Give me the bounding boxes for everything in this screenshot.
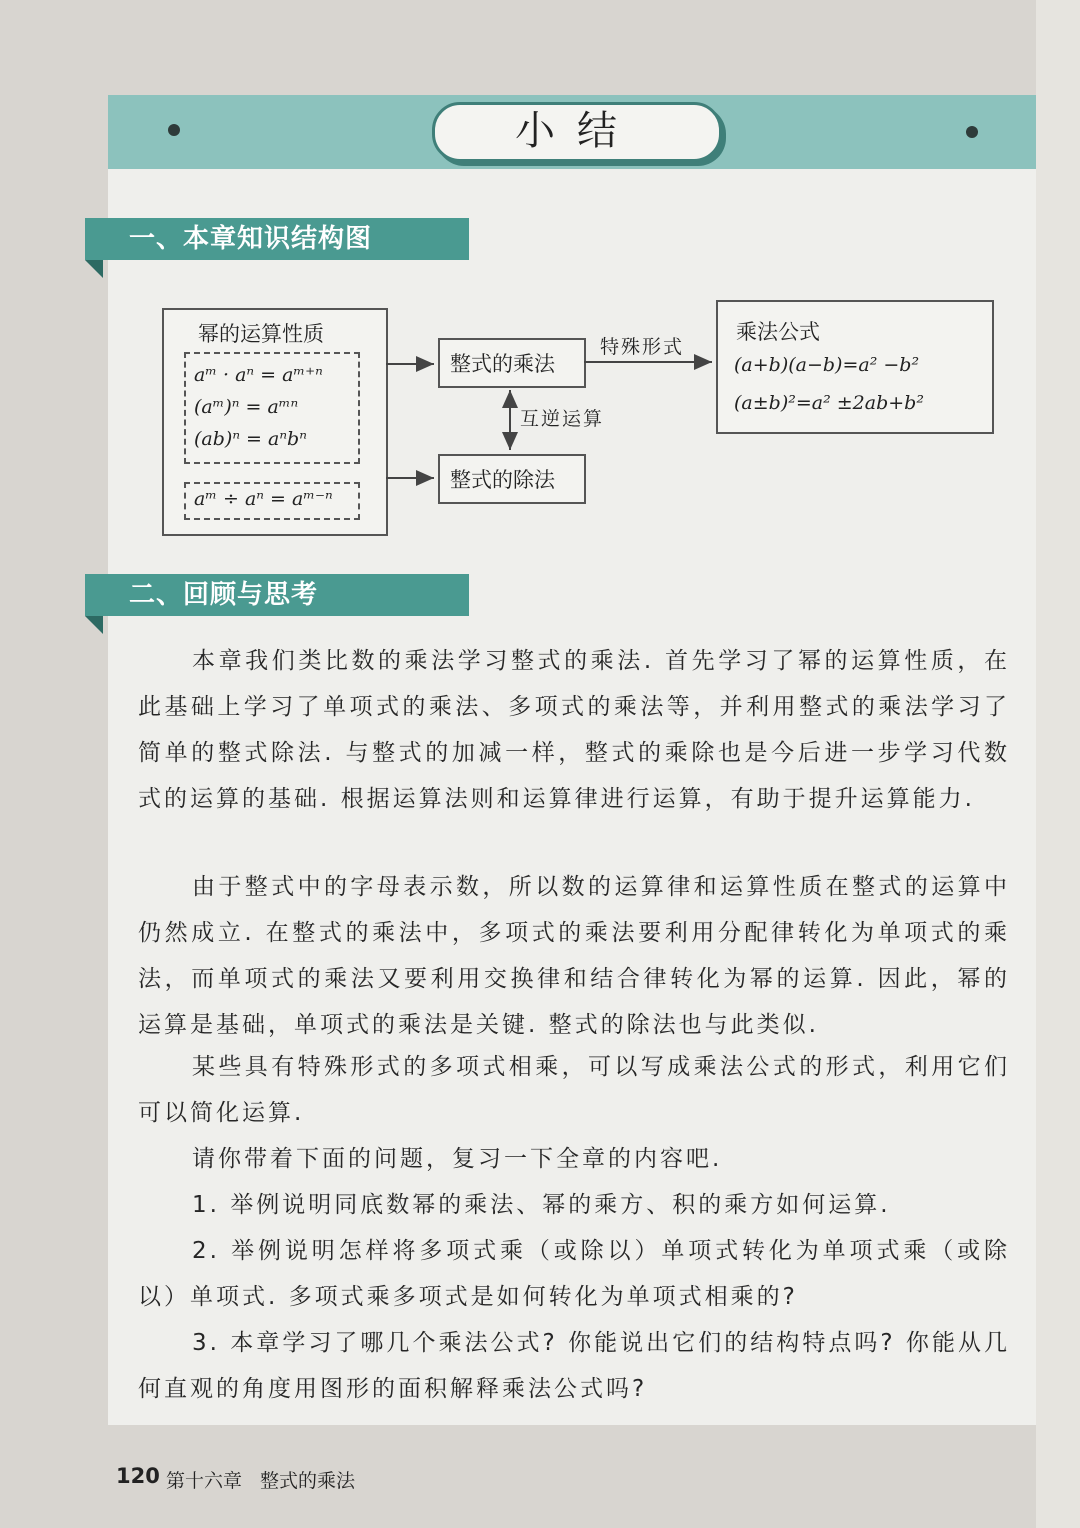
formula-product-of-powers: aᵐ · aⁿ = aᵐ⁺ⁿ [194, 364, 323, 386]
power-rules-title: 幂的运算性质 [198, 322, 324, 346]
formula-power-of-product: (ab)ⁿ = aⁿbⁿ [194, 428, 307, 450]
special-form-label: 特殊形式 [600, 336, 685, 358]
formula-perfect-square: (a±b)²=a² ±2ab+b² [734, 392, 924, 414]
question-2: 2. 举例说明怎样将多项式乘（或除以）单项式转化为单项式乘（或除以）单项式. 多项式乘多项式是如何转化为单项式相乘的? [138, 1238, 1010, 1310]
banner-fold [85, 616, 103, 634]
page-number: 120 [116, 1464, 160, 1488]
question-3: 3. 本章学习了哪几个乘法公式? 你能说出它们的结构特点吗? 你能从几何直观的角度用图形的面积解释乘法公式吗? [138, 1330, 1010, 1402]
polynomial-division-label: 整式的除法 [450, 468, 555, 492]
chapter-footer: 第十六章 整式的乘法 [166, 1470, 356, 1492]
paragraph-special-forms: 某些具有特殊形式的多项式相乘，可以写成乘法公式的形式，利用它们可以简化运算. [138, 1054, 1010, 1126]
page-title: 小结 [515, 108, 639, 154]
section-heading-structure: 一、本章知识结构图 [85, 218, 469, 260]
polynomial-multiplication-label: 整式的乘法 [450, 352, 555, 376]
question-1: 1. 举例说明同底数幂的乘法、幂的乘方、积的乘方如何运算. [192, 1192, 891, 1218]
paragraph-operations: 由于整式中的字母表示数，所以数的运算律和运算性质在整式的运算中仍然成立. 在整式的乘法中，多项式的乘法要利用分配律转化为单项式的乘法，而单项式的乘法又要利用交换律和结合律转化为幂的运算. 因此，幂的运算是基础，单项式的乘法是关键. 整式的除法也与此类似. [138, 874, 1010, 1038]
inverse-operation-label: 互逆运算 [520, 408, 605, 430]
paragraph-intro: 本章我们类比数的乘法学习整式的乘法. 首先学习了幂的运算性质，在此基础上学习了单项式的乘法、多项式的乘法等，并利用整式的乘法学习了简单的整式除法. 与整式的加减一样，整式的乘除也是今后进一步学习代数式的运算的基础. 根据运算法则和运算律进行运算，有助于提升运算能力. [138, 648, 1010, 812]
multiplication-formulas-title: 乘法公式 [736, 320, 820, 344]
paragraph-review-prompt: 请你带着下面的问题，复习一下全章的内容吧. [192, 1146, 723, 1172]
section-heading-review: 二、回顾与思考 [85, 574, 469, 616]
formula-quotient-of-powers: aᵐ ÷ aⁿ = aᵐ⁻ⁿ [194, 488, 333, 510]
formula-difference-of-squares: (a+b)(a−b)=a² −b² [734, 354, 920, 376]
diagram-arrows [0, 0, 1080, 600]
formula-power-of-power: (aᵐ)ⁿ = aᵐⁿ [194, 396, 299, 418]
